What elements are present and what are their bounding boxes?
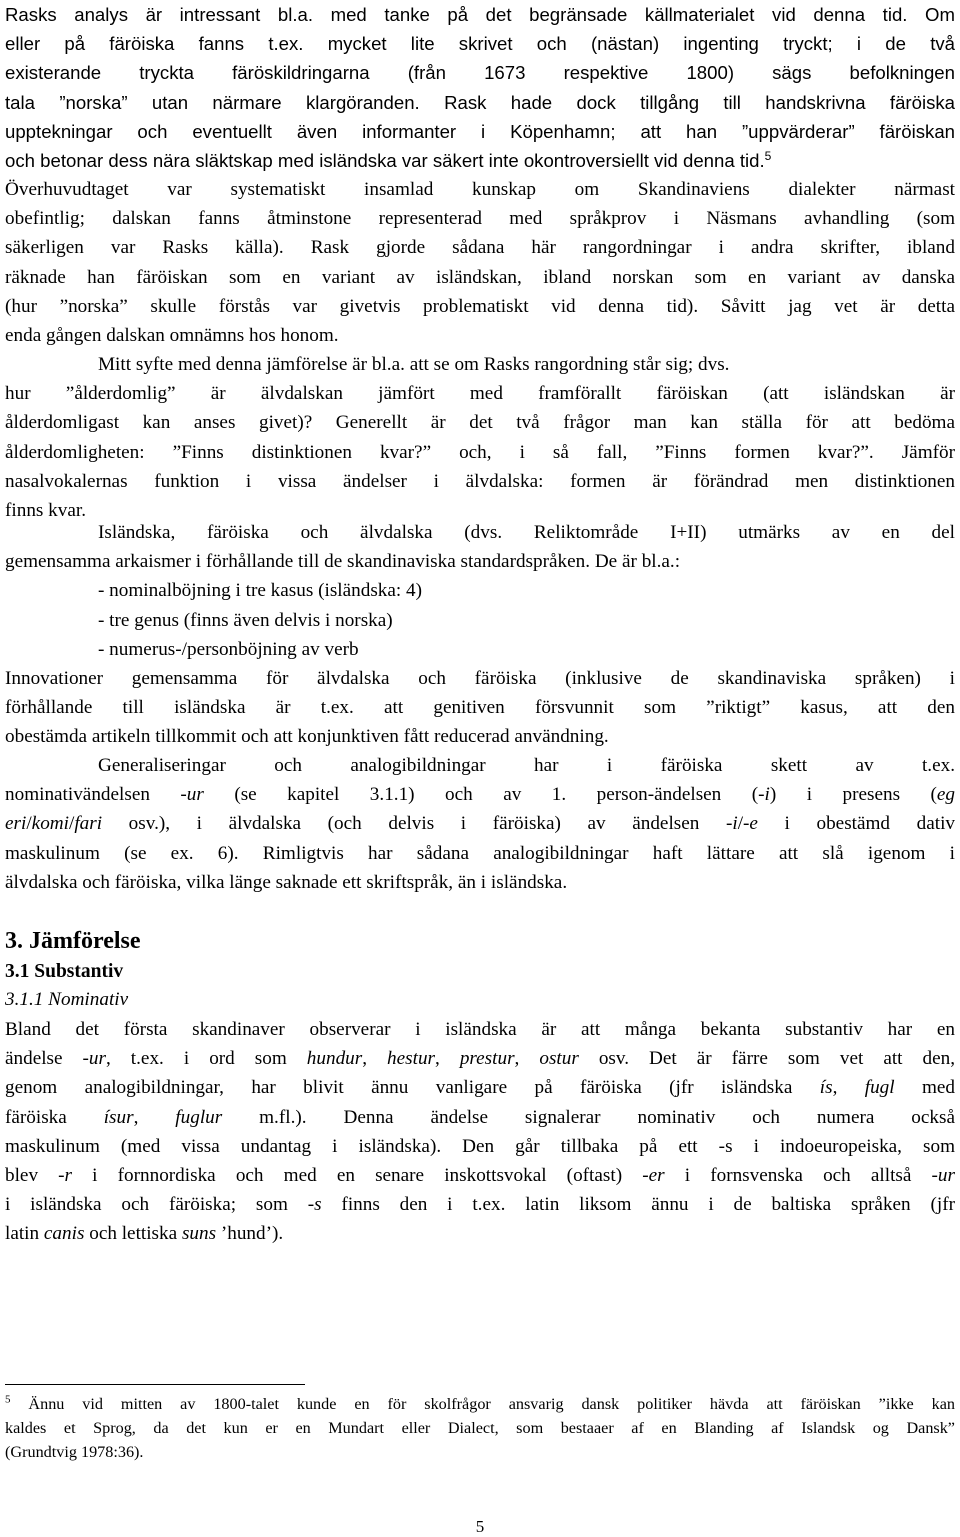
italic-term: -ur — [180, 784, 204, 806]
text-segment: i fornnordiska och med en senare inskottsvokal (oftast) — [72, 1164, 643, 1186]
text-line: Innovationer gemensamma för älvdalska och färöiska (inklusive de skandinaviska språken) i — [5, 667, 955, 689]
list-item: - tre genus (finns även delvis i norska) — [98, 609, 393, 631]
footnote-reference: 5 — [764, 148, 772, 163]
text-segment: i fornsvenska och alltså — [664, 1164, 932, 1186]
text-line — [5, 1161, 955, 1190]
text-segment: Ännu vid mitten av 1800-talet kunde en för skolfrågor ansvarig dansk politiker hävda att färöiskan ”ikke kan — [10, 1395, 955, 1413]
text-segment: Rask hade dock tillgång till handskrivna färöiska — [444, 91, 956, 113]
italic-term: suns — [181, 1223, 217, 1245]
text-line: säkerligen var Rasks källa). Rask gjorde sådana här rangordningar i andra skrifter, ibland — [5, 237, 955, 259]
paragraph-nominativ — [5, 1015, 955, 1249]
text-segment: , — [435, 1048, 460, 1070]
text-line: Mitt syfte med denna jämförelse är bl.a. att se om Rasks rangordning står sig; dvs. — [98, 354, 730, 375]
text-line — [5, 809, 955, 838]
text-segment: , — [832, 1077, 865, 1099]
paragraph-rask-analysis — [5, 0, 955, 175]
section-heading-3: 3. Jämförelse — [5, 928, 141, 954]
text-line: Isländska, färöiska och älvdalska (dvs. Reliktområde I+II) utmärks av en del — [98, 522, 955, 543]
text-segment: (se kapitel 3.1.1) och av 1. person-ändelsen ( — [203, 784, 759, 806]
italic-term: hundur — [306, 1048, 363, 1070]
text-segment: och betonar dess nära släktskap med isländska var säkert inte okontroversiellt vid denna tid. — [5, 149, 765, 171]
text-segment: , — [362, 1048, 388, 1070]
text-segment: osv. Det är färre som vet att den, — [578, 1048, 956, 1070]
italic-term: eri — [5, 813, 27, 835]
text-segment: ) i presens ( — [769, 784, 937, 806]
italic-term: ísur — [103, 1106, 134, 1128]
text-line — [5, 780, 955, 809]
list-item: - nominalböjning i tre kasus (isländska: 4) — [98, 580, 423, 602]
section-heading-3-1: 3.1 Substantiv — [5, 961, 124, 982]
section-heading-3-1-1: 3.1.1 Nominativ — [5, 989, 129, 1010]
text-segment: blev — [5, 1164, 59, 1186]
text-segment: m.fl.). Denna ändelse signalerar nominativ och numera också — [222, 1106, 955, 1128]
text-line: älvdalska och färöiska, vilka länge saknade ett skriftspråk, än i isländska. — [5, 871, 568, 893]
footnote-line: (Grundtvig 1978:36). — [5, 1443, 144, 1461]
footnote-line: kaldes et Sprog, da det kun er en Mundart eller Dialect, som bestaaer af en Blanding af Islandsk og Dansk” — [5, 1419, 955, 1437]
italic-term: -ur — [82, 1048, 106, 1070]
italic-term: fari — [74, 813, 103, 835]
text-line: obefintlig; dalskan fanns åtminstone representerad med språkprov i Näsmans avhandling (som — [5, 208, 955, 230]
text-line — [5, 1190, 955, 1219]
text-line: maskulinum (se ex. 6). Rimligtvis har sådana analogibildningar haft lättare att slå igenom i — [5, 842, 955, 864]
text-line — [5, 1219, 955, 1248]
text-segment: finns den i t.ex. latin liksom ännu i de baltiska språken (jfr — [321, 1194, 955, 1216]
italic-term: prestur — [459, 1048, 515, 1070]
text-line: eller på färöiska fanns t.ex. mycket lite skrivet och (nästan) ingenting tryckt; i de två — [5, 33, 955, 55]
text-line: maskulinum (med vissa undantag i isländska). Den går tillbaka på ett -s i indoeuropeiska, som — [5, 1135, 955, 1157]
footnote-divider — [5, 1384, 305, 1385]
text-line: gemensamma arkaismer i förhållande till de skandinaviska standardspråken. De är bl.a.: — [5, 551, 681, 573]
italic-term: fugl — [864, 1077, 895, 1099]
text-segment: ’hund’). — [216, 1223, 284, 1245]
paragraph-dialect-knowledge — [5, 175, 955, 350]
text-segment: / — [68, 813, 75, 835]
text-segment: , — [514, 1048, 540, 1070]
text-line — [5, 1073, 955, 1102]
footnote-line — [5, 1392, 955, 1416]
text-segment: , t.ex. i ord som — [106, 1048, 307, 1070]
paragraph-archaisms — [5, 518, 955, 752]
footnote — [5, 1392, 955, 1464]
italic-term: ís — [819, 1077, 833, 1099]
italic-term: -e — [743, 813, 758, 835]
text-segment: genom analogibildningar, har blivit ännu vanligare på färöiska (jfr isländska — [5, 1077, 820, 1099]
text-segment: / — [26, 813, 32, 835]
text-segment: / — [737, 813, 744, 835]
italic-term: eg — [936, 784, 956, 806]
text-line: (hur ”norska” skulle förstås var givetvis problematiskt vid denna tid). Såvitt jag vet är detta — [5, 295, 955, 317]
page-number: 5 — [475, 1517, 485, 1536]
list-item: - numerus-/personböjning av verb — [98, 638, 359, 660]
text-segment: latin — [5, 1223, 44, 1245]
paragraph-generalizations — [5, 751, 955, 897]
text-line: Rasks analys är intressant bl.a. med tanke på det begränsade källmaterialet vid denna tid. Om — [5, 4, 955, 25]
italic-term: -r — [58, 1164, 73, 1186]
text-line: förhållande till isländska är t.ex. att genitiven försvunnit som ”riktigt” kasus, att den — [5, 697, 955, 719]
text-segment: ändelse — [5, 1048, 83, 1070]
text-line: ålderdomligast kan anses givet)? Generellt är det två frågor man kan ställa för att bedöma — [5, 412, 955, 434]
italic-term: -ur — [931, 1164, 955, 1186]
text-segment: , — [133, 1106, 176, 1128]
text-line — [5, 88, 955, 117]
text-segment: nominativändelsen — [5, 784, 181, 806]
text-line — [5, 146, 955, 175]
text-segment: i obestämd dativ — [757, 813, 955, 835]
italic-term: -s — [307, 1194, 322, 1216]
text-segment: tala ”norska” utan närmare klargöranden. — [5, 91, 420, 113]
text-line: ålderdomligheten: ”Finns distinktionen kvar?” och, i så fall, ”Finns formen kvar?”. Jämför — [5, 441, 955, 463]
text-line: nasalvokalernas funktion i vissa ändelser i älvdalska: formen är förändrad men distinktionen — [5, 470, 955, 492]
text-segment: och lettiska — [84, 1223, 182, 1245]
text-line: upptekningar och eventuellt även informanter i Köpenhamn; att han ”uppvärderar” färöiskan — [5, 120, 955, 142]
italic-term: -er — [642, 1164, 665, 1186]
italic-term: fuglur — [175, 1106, 223, 1128]
text-segment: färöiska — [5, 1106, 104, 1128]
italic-term: komi — [31, 813, 69, 835]
italic-term: -i — [725, 813, 738, 835]
text-line — [5, 1103, 955, 1132]
text-segment: med — [894, 1077, 955, 1099]
text-line: finns kvar. — [5, 499, 87, 521]
text-segment: i isländska och färöiska; som — [5, 1194, 308, 1216]
text-line: Bland det första skandinaver observerar i isländska är att många bekanta substantiv har en — [5, 1019, 955, 1040]
text-line: räknade han färöiskan som en variant av isländskan, ibland norskan som en variant av danska — [5, 266, 955, 288]
italic-term: ostur — [539, 1048, 579, 1070]
text-line: hur ”ålderdomlig” är älvdalskan jämfört med framförallt färöiskan (att isländskan är — [5, 383, 955, 405]
text-line: Generaliseringar och analogibildningar har i färöiska skett av t.ex. — [98, 755, 955, 776]
paragraph-purpose — [5, 350, 955, 525]
text-line: existerande tryckta färöskildringarna (från 1673 respektive 1800) sägs befolkningen — [5, 62, 955, 84]
text-segment: osv.), i älvdalska (och delvis i färöiska) av ändelsen — [102, 813, 726, 835]
italic-term: canis — [43, 1223, 85, 1245]
text-line: obestämda artikeln tillkommit och att konjunktiven fått reducerad användning. — [5, 726, 609, 748]
text-line — [5, 1044, 955, 1073]
footnote-number: 5 — [5, 1393, 11, 1406]
italic-term: -i — [758, 784, 770, 806]
text-line: Överhuvudtaget var systematiskt insamlad kunskap om Skandinaviens dialekter närmast — [5, 179, 955, 200]
text-line: enda gången dalskan omnämns hos honom. — [5, 324, 339, 346]
italic-term: hestur — [387, 1048, 435, 1070]
